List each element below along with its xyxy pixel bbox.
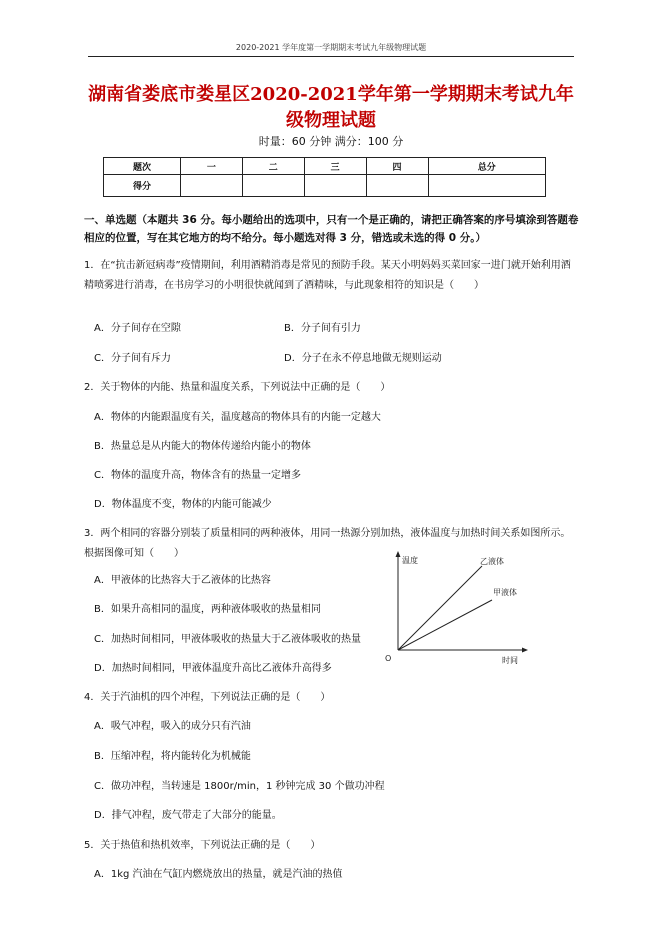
score-header-cell: 四	[366, 158, 428, 175]
question-option: A．1kg 汽油在气缸内燃烧放出的热量，就是汽油的热值	[94, 869, 343, 880]
question-option: D．分子在永不停息地做无规则运动	[284, 353, 442, 364]
question-option: C．分子间有斥力	[94, 353, 171, 364]
exam-title-line1: 湖南省娄底市娄星区2020-2021学年第一学期期末考试九年	[88, 84, 574, 105]
score-header-cell: 总分	[428, 158, 546, 175]
series-line-jia	[398, 600, 492, 650]
question-stem: 1．在“抗击新冠病毒”疫情期间，利用酒精消毒是常见的预防手段。某天小明妈妈买菜回家一进门就开始利用酒精喷雾进行消毒，在书房学习的小明很快就闻到了酒精味，与此现象相符的知识是（ ）	[84, 260, 571, 291]
score-header-cell: 三	[304, 158, 366, 175]
question-option: A．甲液体的比热容大于乙液体的比热容	[94, 575, 271, 586]
score-cell	[304, 175, 366, 197]
running-header: 2020-2021 学年度第一学期期末考试九年级物理试题	[235, 43, 427, 52]
x-axis-arrow	[522, 648, 528, 653]
score-cell	[428, 175, 546, 197]
question-option: C．做功冲程，当转速是 1800r/min，1 秒钟完成 30 个做功冲程	[94, 781, 385, 792]
question-stem: 3．两个相同的容器分别装了质量相同的两种液体，用同一热源分别加热，液体温度与加热时间关系如图所示。根据图像可知（ ）	[84, 528, 571, 559]
score-header-cell: 二	[242, 158, 304, 175]
question-stem: 5．关于热值和热机效率，下列说法正确的是（ ）	[84, 840, 321, 851]
series-label-yi: 乙液体	[480, 557, 504, 566]
exam-title-line2: 级物理试题	[286, 110, 376, 131]
score-cell	[181, 175, 243, 197]
score-cell	[242, 175, 304, 197]
question-option: B．压缩冲程，将内能转化为机械能	[94, 751, 251, 762]
question-option: D．排气冲程，废气带走了大部分的能量。	[94, 810, 282, 821]
x-axis-label: 时间	[502, 656, 518, 665]
temperature-time-graph	[380, 548, 530, 673]
question-option: D．加热时间相同，甲液体温度升高比乙液体升高得多	[94, 663, 332, 674]
question-stem: 2．关于物体的内能、热量和温度关系，下列说法中正确的是（ ）	[84, 382, 391, 393]
section-instructions: 一、单选题（本题共 36 分。每小题给出的选项中，只有一个是正确的，请把正确答案的序号填涂到答题卷相应的位置，写在其它地方的均不给分。每小题选对得 3 分，错选或未选的得 0 分。）	[84, 214, 579, 244]
score-table	[103, 157, 546, 197]
score-header-cell: 一	[181, 158, 243, 175]
question-option: B．如果升高相同的温度，两种液体吸收的热量相同	[94, 604, 321, 615]
score-cell	[366, 175, 428, 197]
question-stem: 4．关于汽油机的四个冲程，下列说法正确的是（ ）	[84, 692, 331, 703]
origin-label: O	[385, 654, 392, 663]
question-option: B．热量总是从内能大的物体传递给内能小的物体	[94, 441, 311, 452]
y-axis-arrow	[396, 551, 401, 557]
series-line-yi	[398, 566, 482, 650]
question-option: A．吸气冲程，吸入的成分只有汽油	[94, 721, 251, 732]
question-option: C．物体的温度升高，物体含有的热量一定增多	[94, 470, 301, 481]
series-label-jia: 甲液体	[493, 588, 517, 597]
score-header-cell: 题次	[104, 158, 181, 175]
exam-time-and-score: 时量：60 分钟 满分：100 分	[258, 135, 404, 148]
header-divider	[88, 56, 574, 57]
question-option: A．物体的内能跟温度有关，温度越高的物体具有的内能一定越大	[94, 412, 381, 423]
question-option: B．分子间有引力	[284, 323, 361, 334]
score-row-label: 得分	[104, 175, 181, 197]
y-axis-label: 温度	[402, 556, 418, 565]
question-option: C．加热时间相同，甲液体吸收的热量大于乙液体吸收的热量	[94, 634, 361, 645]
question-option: A．分子间存在空隙	[94, 323, 181, 334]
question-option: D．物体温度不变，物体的内能可能减少	[94, 499, 272, 510]
